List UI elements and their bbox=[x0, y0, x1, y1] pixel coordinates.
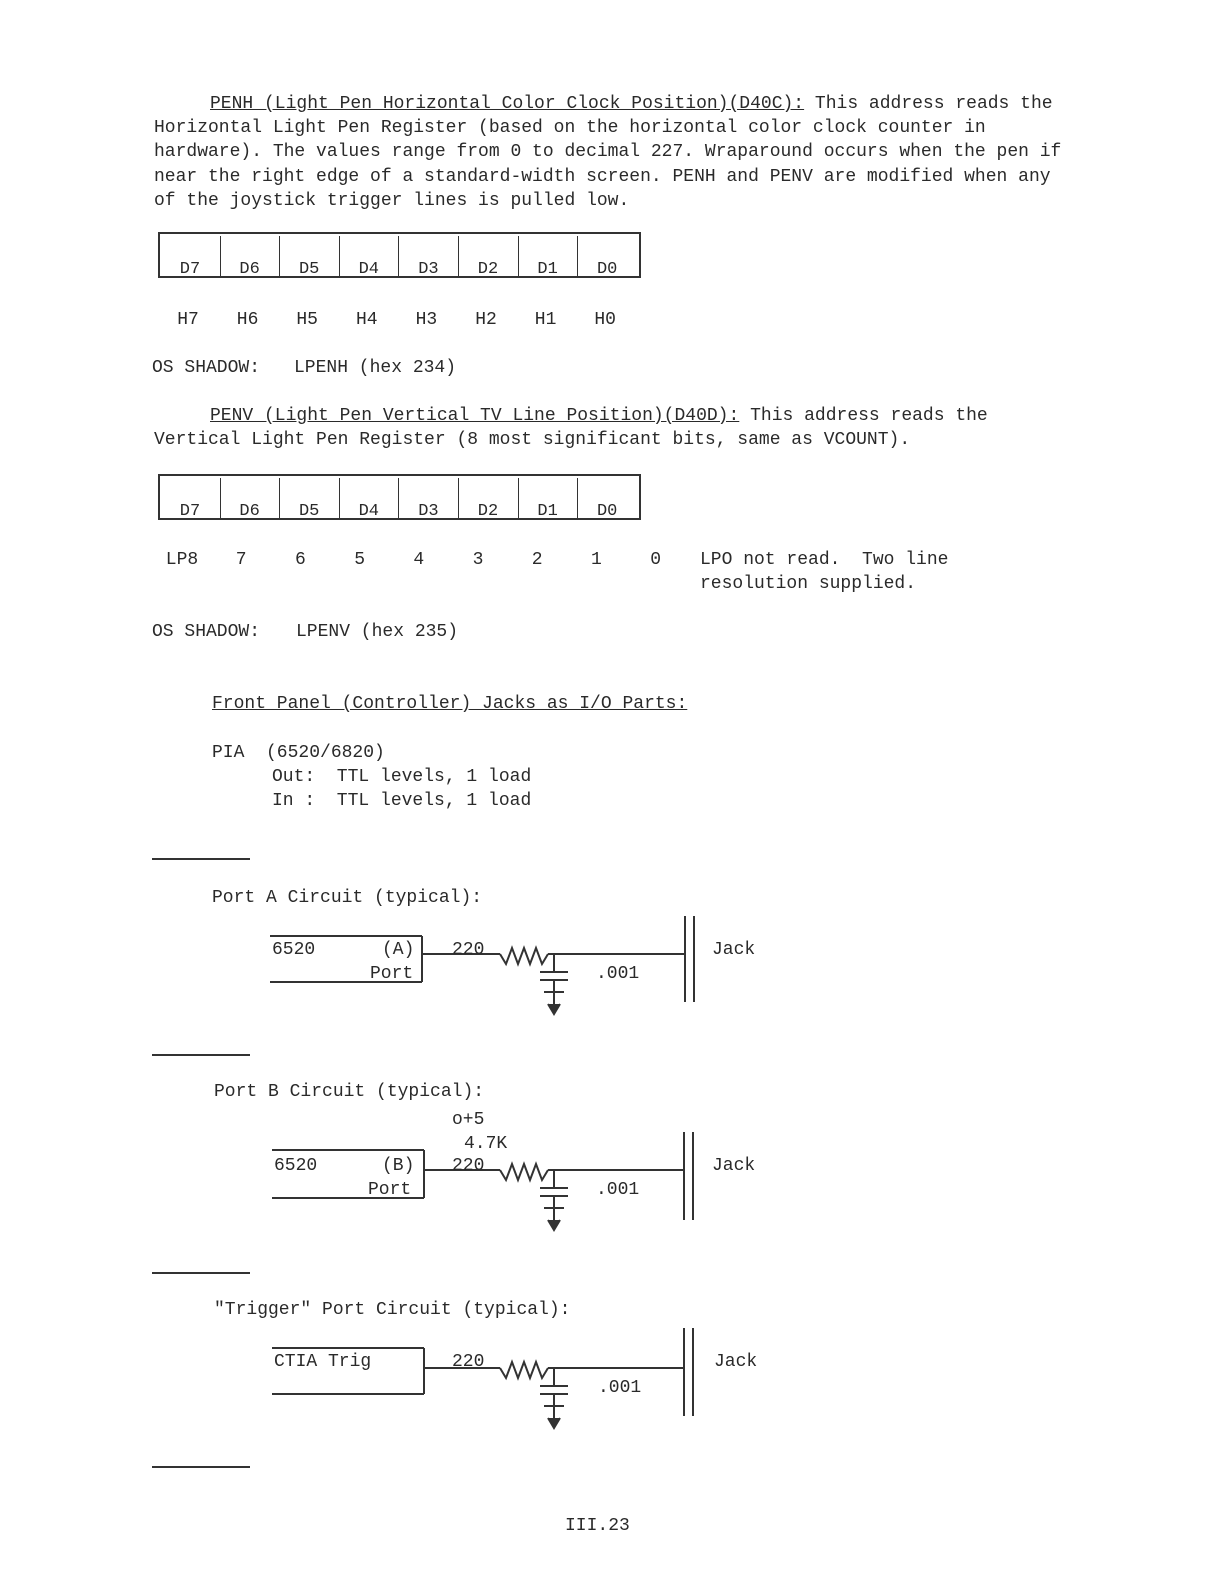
penh-shadow-value: LPENH (hex 234) bbox=[294, 358, 457, 378]
penv-shadow-label: OS SHADOW: bbox=[152, 622, 261, 642]
port-b-jack-label: Jack bbox=[712, 1156, 756, 1176]
penv-note-line2: resolution supplied. bbox=[700, 574, 917, 594]
port-b-resistor-label: 220 bbox=[452, 1156, 485, 1176]
port-b-capacitor-label: .001 bbox=[596, 1180, 640, 1200]
bit-label: 3 bbox=[472, 550, 484, 570]
register-bit-cell: D0 bbox=[596, 502, 618, 521]
penh-shadow-label: OS SHADOW: bbox=[152, 358, 261, 378]
register-bit-cell: D3 bbox=[418, 260, 439, 279]
port-a-port-label: Port bbox=[370, 964, 414, 984]
trigger-resistor-label: 220 bbox=[452, 1352, 485, 1372]
port-b-port-label: Port bbox=[368, 1180, 412, 1200]
bit-label: 0 bbox=[650, 550, 661, 570]
port-a-title: Port A Circuit (typical): bbox=[212, 888, 483, 908]
register-bit-cell: D1 bbox=[537, 502, 558, 521]
penv-description: This address reads the Vertical Light Pen Register (8 most significant bits, same as VCOUNT). bbox=[154, 406, 988, 451]
register-bit-cell: D6 bbox=[239, 260, 260, 279]
register-bit-cell: D2 bbox=[477, 260, 499, 279]
separator-rule bbox=[152, 858, 250, 860]
bit-label: LP8 bbox=[165, 550, 199, 570]
register-bit-cell: D5 bbox=[298, 502, 320, 521]
trigger-circuit-diagram bbox=[262, 1322, 782, 1442]
separator-rule bbox=[152, 1272, 250, 1274]
port-a-chip-label: 6520 bbox=[272, 940, 316, 960]
bit-label: 2 bbox=[531, 550, 543, 570]
bit-label: 7 bbox=[235, 550, 247, 570]
penh-register-diagram bbox=[158, 232, 641, 278]
register-bit-cell: D4 bbox=[358, 260, 379, 279]
penv-note-line1: LPO not read. Two line bbox=[700, 550, 949, 570]
port-b-pullup-label: 4.7K bbox=[464, 1134, 508, 1154]
register-bit-cell: D7 bbox=[179, 260, 201, 279]
port-b-pin-label: (B) bbox=[382, 1156, 415, 1176]
bit-label: 4 bbox=[413, 550, 425, 570]
bit-label: H7 bbox=[177, 310, 199, 330]
bit-label: H5 bbox=[296, 310, 318, 330]
trigger-chip-label: CTIA Trig bbox=[274, 1352, 372, 1372]
separator-rule bbox=[152, 1466, 250, 1468]
port-b-circuit-diagram bbox=[262, 1104, 782, 1244]
port-a-circuit-diagram bbox=[260, 910, 780, 1030]
trigger-capacitor-label: .001 bbox=[598, 1378, 642, 1398]
penh-paragraph bbox=[154, 92, 1074, 213]
penv-heading: PENV (Light Pen Vertical TV Line Position)(D40D): bbox=[210, 406, 740, 426]
penv-paragraph bbox=[154, 404, 1074, 452]
register-bit-cell: D0 bbox=[596, 260, 618, 279]
trigger-title: "Trigger" Port Circuit (typical): bbox=[214, 1300, 571, 1320]
port-a-resistor-label: 220 bbox=[452, 940, 485, 960]
page-number: III.23 bbox=[565, 1516, 630, 1536]
in-line: In : TTL levels, 1 load bbox=[272, 791, 532, 811]
port-b-title: Port B Circuit (typical): bbox=[214, 1082, 485, 1102]
penv-shadow-value: LPENV (hex 235) bbox=[296, 622, 459, 642]
register-bit-cell: D4 bbox=[358, 502, 379, 521]
register-bit-cell: D1 bbox=[537, 260, 558, 279]
bit-label: H2 bbox=[475, 310, 497, 330]
port-a-pin-label: (A) bbox=[382, 940, 415, 960]
trigger-jack-label: Jack bbox=[714, 1352, 758, 1372]
bit-label: H1 bbox=[534, 310, 557, 330]
pia-line: PIA (6520/6820) bbox=[212, 743, 385, 763]
penh-heading: PENH (Light Pen Horizontal Color Clock Position)(D40C): bbox=[210, 94, 805, 114]
out-line: Out: TTL levels, 1 load bbox=[272, 767, 532, 787]
bit-label: H3 bbox=[415, 310, 438, 330]
separator-rule bbox=[152, 1054, 250, 1056]
bit-label: H4 bbox=[355, 310, 378, 330]
register-bit-cell: D2 bbox=[477, 502, 499, 521]
bit-label: H0 bbox=[594, 310, 616, 330]
port-b-chip-label: 6520 bbox=[274, 1156, 318, 1176]
port-a-capacitor-label: .001 bbox=[596, 964, 640, 984]
penh-description: This address reads the Horizontal Light Pen Register (based on the horizontal color clock counter in hardware). The values range from 0 to decimal 227. Wraparound occurs when the pen if near the right edge of a standard-width screen. PENH and PENV are modified when any of the joystick trigger lines is pulled low. bbox=[154, 94, 1062, 211]
port-a-jack-label: Jack bbox=[712, 940, 756, 960]
port-b-supply-label: o+5 bbox=[452, 1110, 485, 1130]
bit-label: H6 bbox=[236, 310, 259, 330]
bit-label: 6 bbox=[294, 550, 306, 570]
bit-label: 5 bbox=[354, 550, 365, 570]
register-bit-cell: D5 bbox=[298, 260, 320, 279]
jacks-heading: Front Panel (Controller) Jacks as I/O Parts: bbox=[212, 694, 688, 714]
register-bit-cell: D7 bbox=[179, 502, 201, 521]
penv-register-diagram bbox=[158, 474, 641, 520]
register-bit-cell: D3 bbox=[418, 502, 439, 521]
register-bit-cell: D6 bbox=[239, 502, 260, 521]
bit-label: 1 bbox=[590, 550, 602, 570]
